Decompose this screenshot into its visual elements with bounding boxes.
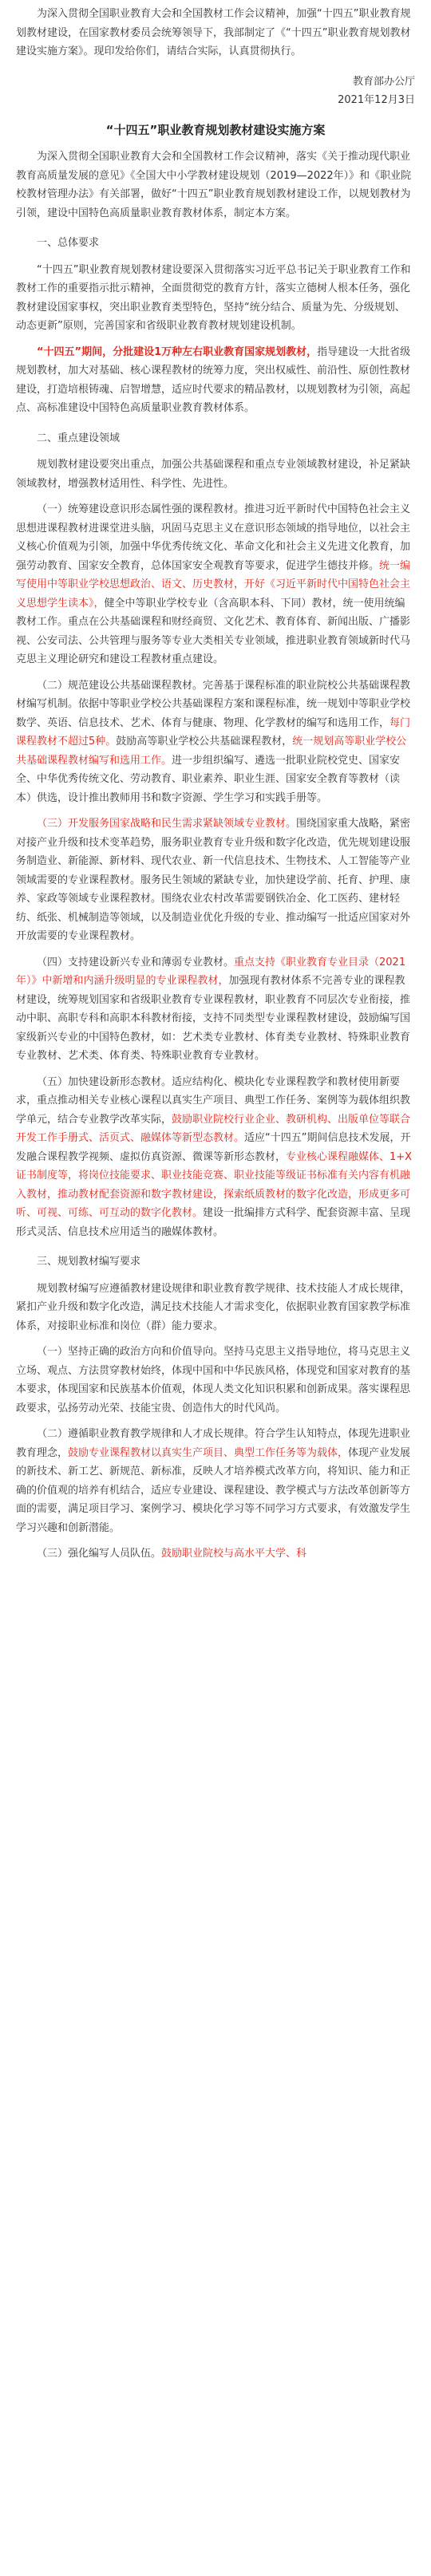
section-2-item-2 — [16, 677, 415, 808]
body-text: 进一步组织编写、遴选一批职业院校党史、国家安全、中华优秀传统文化、劳动教育、职业素养、职业生涯、国家安全教育等教材（读本）供选，设计推出教师用书和数字资源、学生学习和实践手册等。 — [16, 754, 401, 804]
section-3-item-2 — [16, 1425, 415, 1537]
body-text: 围绕国家重大战略，紧密对接产业升级和技术变革趋势，服务职业教育专业升级和数字化改造，优先规划建设服务制造业、新能源、新材料、现代农业、新一代信息技术、生物技术、人工智能等产业领域需要的专业课程教材。服务民生领域的紧缺专业，加快建设学前、托育、护理、康养、家政等领域专业课程教材。围绕农业农村改革需要钢铁冶金、化工医药、建材轻纺、纸张、机械制造等领域，以及制造业优化升级的专业、推动编写一批适应国家对外开放需要的专业课程教材。 — [16, 818, 411, 942]
highlight-text: 统一编写使用中等职业学校思想政治、语文、历史教材，开好《习近平新时代中国特色社会主义思想学生读本》， — [16, 559, 411, 609]
highlight-text: “十四五”期间，分批建设1万种左右职业教育国家规划教材， — [37, 345, 318, 358]
highlight-text: 专业核心课程融媒体、1+X证书制度等，将岗位技能要求、职业技能竞赛、职业技能等级证书标准有关内容有机融入教材，推动教材配套资源和数字教材建设，探索纸质教材的数字化改造，形成更多可听、可视、可练、可互动的数字化教材。 — [16, 1150, 413, 1219]
section-2-item-1 — [16, 500, 415, 669]
body-text: （一）统筹建设意识形态属性强的课程教材。推进习近平新时代中国特色社会主义思想进课程教材进课堂进头脑，巩固马克思主义在意识形态领域的指导地位，以社会主义核心价值观为引领，加强中华优秀传统文化、革命文化和社会主义先进文化教育，加强劳动教育、国家安全教育，总体国家安全观教育等要求，促进学生德技并修。 — [16, 503, 411, 572]
section-1-heading: 一、总体要求 — [37, 237, 100, 249]
section-2-para-0: 规划教材建设要突出重点，加强公共基础课程和重点专业领域教材建设，补足紧缺领域教材，增强教材适用性、科学性、先进性。 — [16, 459, 411, 490]
issue-date: 2021年12月3日 — [338, 94, 415, 106]
preamble: 为深入贯彻全国职业教育大会和全国教材工作会议精神，落实《关于推动现代职业教育高质量发展的意见》《全国大中小学教材建设规划（2019—2022年）》和《职业院校教材管理办法》有关部署，做好“十四五”职业教育规划教材建设工作，以规划教材为引领，建设中国特色高质量职业教育教材体系，制定本方案。 — [16, 151, 412, 219]
highlight-text: 鼓励职业院校与高水平大学、科 — [161, 1548, 307, 1560]
body-text: 健全中等职业学校专业（含高职本科、下同）教材，统一使用统编教材工作。重点在公共基础课程和财经商贸、文化艺术、教育体育、新闻出版、广播影视、公安司法、公共管理与服务等专业大类相关专业领域，推进职业教育领域新时代马克思主义理论研究和建设工程教材重点建设。 — [16, 597, 411, 665]
section-3-item-1: （一）坚持正确的政治方向和价值导向。坚持马克思主义指导地位，将马克思主义立场、观点、方法贯穿教材始终，体现中国和中华民族风格，体现党和国家对教育的基本要求，体现国家和民族基本价值观，体现人类文化知识积累和创新成果。落实课程思政要求，弘扬劳动光荣、技能宝贵、创造伟大的时代风尚。 — [16, 1346, 411, 1414]
body-text: 加强现有教材体系不完善专业的课程教材建设，统筹规划国家和省级职业教育专业课程教材，职业教育不同层次专业衔接，推动中职、高职专科和高职本科教材衔接，支持不同类型专业课程教材建设，鼓励编写国家级新兴专业的中国特色教材，如：艺术类专业教材、体育类专业教材、特殊职业教育专业教材、艺术类、体育类、特殊职业教育专业教材。 — [16, 975, 411, 1062]
body-text: 鼓励高等职业学校公共基础课程教材， — [116, 736, 293, 748]
highlight-text: （三）开发服务国家战略和民生需求紧缺领域专业教材。 — [37, 818, 297, 830]
body-text: （二）遵循职业教育教学规律和人才成长规律。符合学生认知特点，体现先进职业教育理念， — [16, 1428, 411, 1459]
highlight-text: 鼓励职业院校行业企业、教研机构、出版单位等联合开发工作手册式、活页式、融媒体等新型态教材。 — [16, 1113, 411, 1144]
body-text: 适应“十四五”期间信息技术发展，开发融合课程教学视频、虚拟仿真资源、微课等新形态教材， — [16, 1132, 411, 1163]
body-text: （五）加快建设新形态教材。适应结构化、模块化专业课程教学和教材使用新要求，重点推动相关专业核心课程以真实生产项目、典型工作任务、案例等为载体组织教学单元，结合专业教学改革实际， — [16, 1075, 411, 1126]
section-2-item-3 — [16, 815, 415, 946]
body-text: （三）强化编写人员队伍。 — [37, 1548, 162, 1560]
body-text: 体现产业发展的新技术、新工艺、新规范、新标准，反映人才培养模式改革方向，将知识、能力和正确的价值观的培养有机结合，适应专业建设、课程建设、教学模式与方法改革创新等方面的需要，满足项目学习、案例学习、模块化学习等不同学习方式要求，有效激发学生学习兴趣和创新潜能。 — [16, 1446, 411, 1534]
highlight-text: 每门课程教材不超过5种。 — [16, 716, 411, 748]
highlight-text: 鼓励专业课程教材以真实生产项目、典型工作任务等为载体， — [68, 1446, 349, 1459]
section-3-item-3 — [16, 1544, 415, 1564]
body-text: 指导建设一大批省级规划教材，加大对基础、核心课程教材的统筹力度，突出权威性、前沿性、原创性教材建设，打造培根铸魂、启智增慧，适应时代要求的精品教材，以规划教材为引领，高起点、高标准建设中国特色高质量职业教育教材体系。 — [16, 345, 411, 414]
section-2-heading: 二、重点建设领域 — [37, 432, 121, 444]
section-1-para-2 — [16, 343, 415, 418]
doc-title: “十四五”职业教育规划教材建设实施方案 — [105, 122, 326, 137]
body-text: 建设一批编排方式科学、配套资源丰富、呈现形式灵活、信息技术应用适当的融媒体教材。 — [16, 1207, 411, 1238]
section-3-heading: 三、规划教材编写要求 — [37, 1256, 141, 1268]
highlight-text: 重点支持《职业教育专业目录（2021年）》中新增和内涵升级明显的专业课程教材， — [16, 956, 406, 987]
highlight-text: 统一规划高等职业学校公共基础课程教材编写和选用工作。 — [16, 736, 407, 767]
notice-intro: 为深入贯彻全国职业教育大会和全国教材工作会议精神，加强“十四五”职业教育规划教材建设，在国家教材委员会统筹领导下，我部制定了《“十四五”职业教育规划教材建设实施方案》。现印发给你们，请结合实际，认真贯彻执行。 — [16, 8, 411, 57]
issuer: 教育部办公厅 — [352, 75, 415, 88]
section-3-para-0: 规划教材编写应遵循教材建设规律和职业教育教学规律、技术技能人才成长规律，紧扣产业升级和数字化改造，满足技术技能人才需求变化，依据职业教育国家教学标准体系，对接职业标准和岗位（群）能力要求。 — [16, 1282, 411, 1332]
section-1-para-1: “十四五”职业教育规划教材建设要深入贯彻落实习近平总书记关于职业教育工作和教材工作的重要指示批示精神，全面贯彻党的教育方针，落实立德树人根本任务，强化教材建设国家事权，突出职业教育类型特色，坚持“统分结合、质量为先、分级规划、动态更新”原则，完善国家和省级职业教育教材规划建设机制。 — [16, 263, 411, 332]
body-text: （四）支持建设新兴专业和薄弱专业教材。 — [37, 956, 235, 968]
body-text: （二）规范建设公共基础课程教材。完善基于课程标准的职业院校公共基础课程教材编写机制。依据中等职业学校公共基础课程方案和课程标准，统一规划中等职业学校数学、英语、信息技术、艺术、体育与健康、物理、化学教材的编写和选用工作， — [16, 679, 411, 729]
section-2-item-4 — [16, 953, 415, 1066]
section-2-item-5 — [16, 1073, 415, 1242]
